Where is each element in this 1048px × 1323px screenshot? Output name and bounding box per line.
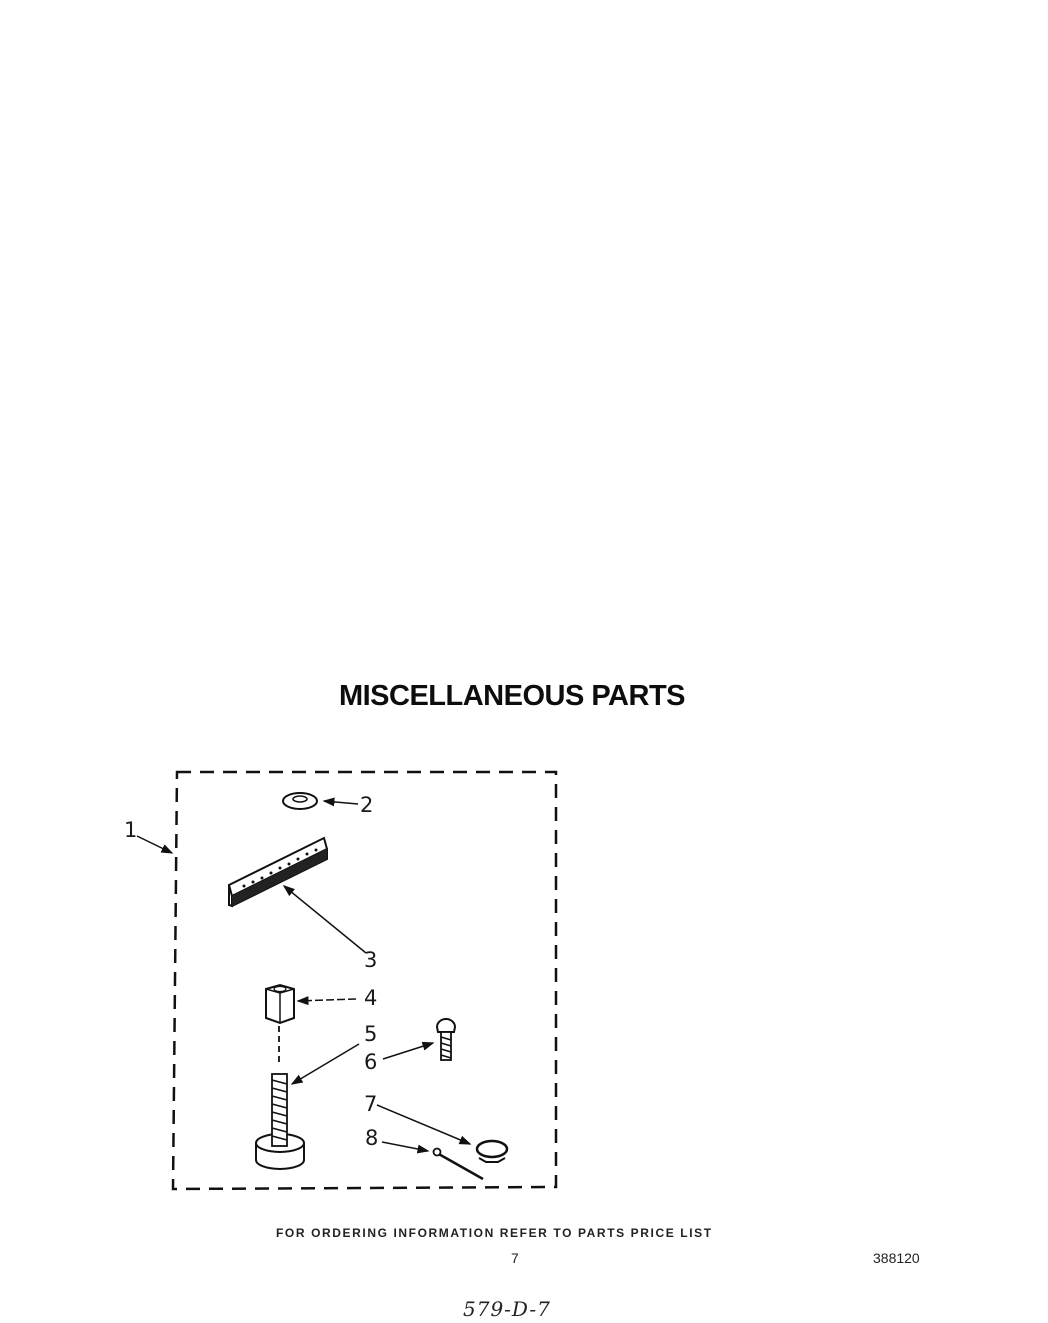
callout-7: 7 — [364, 1092, 378, 1116]
document-number: 388120 — [873, 1250, 920, 1266]
page-title: MISCELLANEOUS PARTS — [338, 680, 686, 712]
handwritten-code: 579-D-7 — [463, 1297, 551, 1321]
washer-icon — [283, 793, 317, 809]
callout-5: 5 — [364, 1022, 378, 1046]
leader-line-6 — [383, 1043, 433, 1059]
clip-icon — [477, 1141, 507, 1162]
leader-line-8 — [382, 1142, 428, 1151]
bolt-icon — [437, 1019, 455, 1060]
leader-line-1 — [137, 836, 172, 853]
leader-line-2 — [324, 801, 358, 804]
hex-nut-icon — [266, 985, 294, 1023]
leader-line-4 — [298, 999, 356, 1001]
callout-2: 2 — [360, 793, 374, 817]
pin-icon — [434, 1149, 484, 1180]
leader-line-7 — [377, 1105, 470, 1144]
leader-line-5 — [292, 1044, 359, 1084]
callout-1: 1 — [124, 818, 138, 842]
callout-6: 6 — [364, 1050, 378, 1074]
callout-3: 3 — [364, 948, 378, 972]
leveling-leg-icon — [256, 1074, 304, 1169]
callout-8: 8 — [365, 1126, 379, 1150]
page-number: 7 — [511, 1250, 519, 1266]
leader-line-3 — [284, 886, 366, 953]
callout-4: 4 — [364, 986, 378, 1010]
ordering-information-note: FOR ORDERING INFORMATION REFER TO PARTS PRICE LIST — [276, 1226, 713, 1240]
bracket-strip-icon — [229, 838, 327, 906]
